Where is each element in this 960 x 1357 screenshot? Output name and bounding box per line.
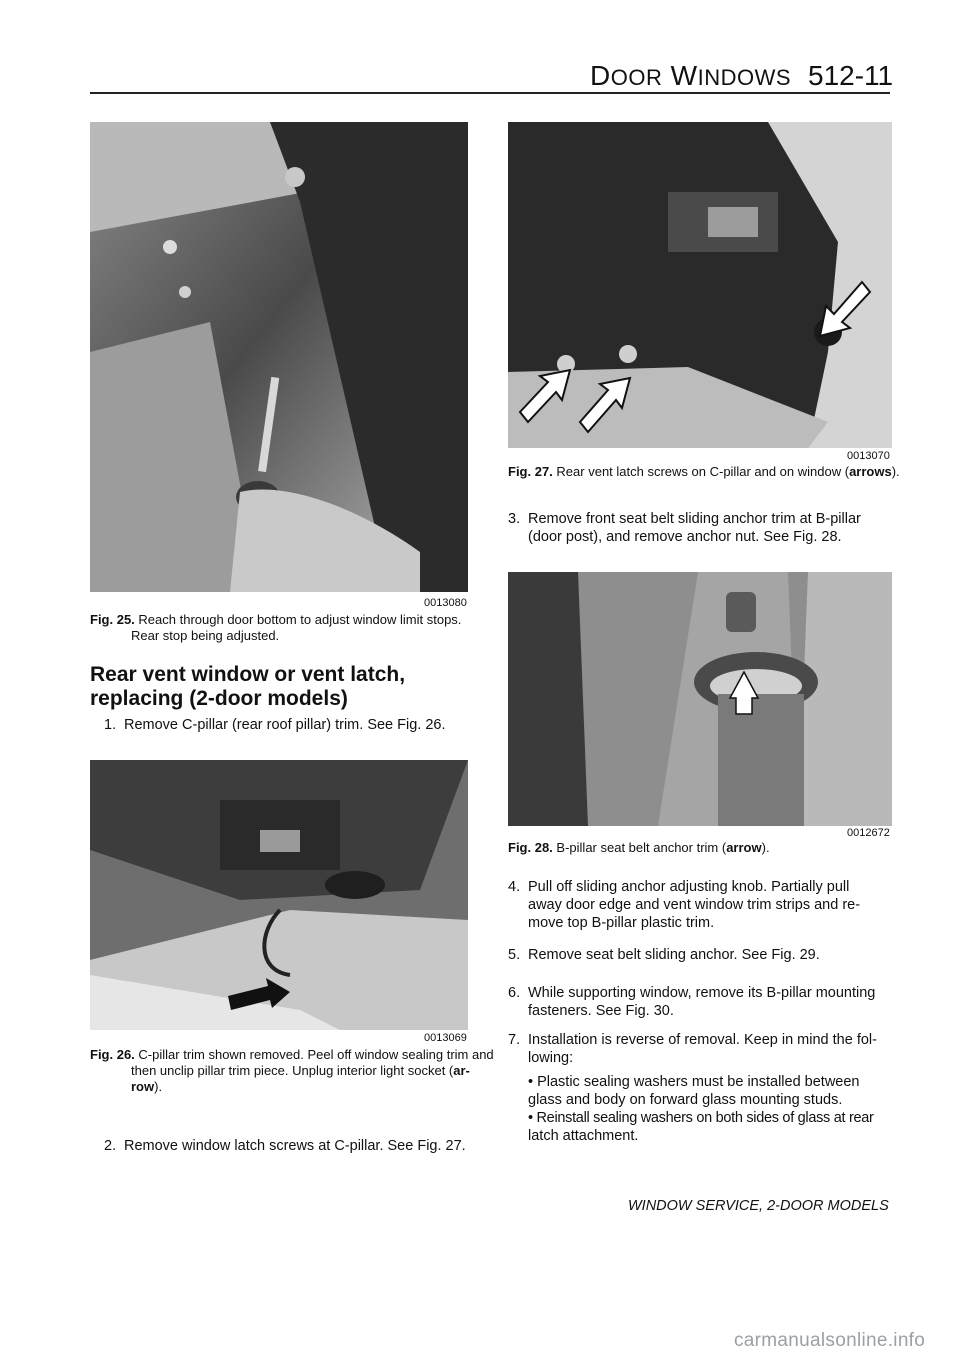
fig26-caption-end: ). xyxy=(154,1079,163,1094)
fig28-caption-text: B-pillar seat belt anchor trim ( xyxy=(556,840,727,855)
fig26-caption-text2: then unclip pillar trim piece. Unplug interior light socket ( xyxy=(131,1063,454,1078)
fig25-photo-number: 0013080 xyxy=(424,597,467,609)
step-7-bullet-1-line2: glass and body on forward glass mounting studs. xyxy=(528,1092,843,1108)
step-6 xyxy=(508,984,898,1024)
fig28-caption xyxy=(508,840,770,856)
fig25-caption-line2: Rear stop being adjusted. xyxy=(131,628,280,643)
running-header-title xyxy=(590,60,791,92)
fig25-photo xyxy=(90,122,468,592)
step-5-number: 5. xyxy=(508,947,521,963)
fig28-label: Fig. 28. xyxy=(508,840,553,855)
fig26-photo xyxy=(90,760,468,1030)
header-title-smallcaps-2: INDOWS xyxy=(697,65,792,90)
fig27-caption xyxy=(508,464,900,480)
fig27-photo-number: 0013070 xyxy=(847,450,890,462)
step-5 xyxy=(508,946,898,966)
header-title-initial-2: W xyxy=(670,60,698,91)
fig26-caption-line3 xyxy=(131,1079,162,1095)
step-7-number: 7. xyxy=(508,1032,521,1048)
fig26-caption-line1 xyxy=(90,1047,494,1063)
fig26-caption-bold-row: row xyxy=(131,1079,155,1094)
step-4 xyxy=(508,878,898,934)
step-7-line2: lowing: xyxy=(528,1050,574,1066)
step-3-number: 3. xyxy=(508,511,521,527)
step-7-bullet-2-line2: latch attachment. xyxy=(528,1128,639,1144)
fig25-caption-text1: Reach through door bottom to adjust window limit stops. xyxy=(138,612,462,627)
step-1 xyxy=(104,716,484,736)
fig27-photo xyxy=(508,122,892,448)
fig27-caption-end: ). xyxy=(891,464,900,479)
step-6-line2: fasteners. See Fig. 30. xyxy=(528,1003,674,1019)
step-3-line2: (door post), and remove anchor nut. See Fig. 28. xyxy=(528,529,842,545)
step-5-text: Remove seat belt sliding anchor. See Fig. 29. xyxy=(528,947,820,963)
step-7-bullet-1-line1: • Plastic sealing washers must be installed between xyxy=(528,1074,860,1090)
header-title-initial: D xyxy=(590,60,611,91)
fig28-photo xyxy=(508,572,892,826)
fig27-label: Fig. 27. xyxy=(508,464,553,479)
fig26-caption-line2 xyxy=(131,1063,470,1079)
section-heading-line2: replacing (2-door models) xyxy=(90,687,348,710)
page-number: 512-11 xyxy=(808,60,894,91)
step-2-number: 2. xyxy=(104,1138,117,1154)
fig26-photo-number: 0013069 xyxy=(424,1032,467,1044)
fig25-label: Fig. 25. xyxy=(90,612,135,627)
site-watermark: carmanualsonline.info xyxy=(734,1330,926,1351)
fig28-caption-end: ). xyxy=(761,840,770,855)
fig25-caption-line1 xyxy=(90,612,461,628)
fig26-label: Fig. 26. xyxy=(90,1047,135,1062)
fig28-caption-bold: arrow xyxy=(726,840,762,855)
running-footer: WINDOW SERVICE, 2-DOOR MODELS xyxy=(628,1198,889,1214)
step-4-line3: move top B-pillar plastic trim. xyxy=(528,915,715,931)
fig28-photo-number: 0012672 xyxy=(847,827,890,839)
step-6-line1: While supporting window, remove its B-pillar mounting xyxy=(528,985,876,1001)
step-4-line1: Pull off sliding anchor adjusting knob. Partially pull xyxy=(528,879,850,895)
step-6-number: 6. xyxy=(508,985,521,1001)
fig26-caption-bold-ar: ar- xyxy=(453,1063,470,1078)
step-4-number: 4. xyxy=(508,879,521,895)
step-4-line2: away door edge and vent window trim strips and re- xyxy=(528,897,861,913)
fig26-caption-text1: C-pillar trim shown removed. Peel off window sealing trim and xyxy=(138,1047,494,1062)
step-7-bullet-2-line1: • Reinstall sealing washers on both sides of glass at rear xyxy=(528,1110,874,1126)
step-1-number: 1. xyxy=(104,717,117,733)
step-1-text: Remove C-pillar (rear roof pillar) trim. See Fig. 26. xyxy=(124,717,446,733)
step-2-text: Remove window latch screws at C-pillar. See Fig. 27. xyxy=(124,1138,466,1154)
step-2 xyxy=(104,1137,504,1157)
step-7-line1: Installation is reverse of removal. Keep in mind the fol- xyxy=(528,1032,877,1048)
fig27-caption-text: Rear vent latch screws on C-pillar and on window ( xyxy=(556,464,850,479)
step-7 xyxy=(508,1031,898,1146)
header-rule xyxy=(90,92,890,94)
header-title-smallcaps: OOR xyxy=(610,65,663,90)
step-3-line1: Remove front seat belt sliding anchor trim at B-pillar xyxy=(528,511,861,527)
section-heading-line1: Rear vent window or vent latch, xyxy=(90,663,406,686)
step-3 xyxy=(508,510,898,550)
fig27-caption-bold: arrows xyxy=(849,464,892,479)
